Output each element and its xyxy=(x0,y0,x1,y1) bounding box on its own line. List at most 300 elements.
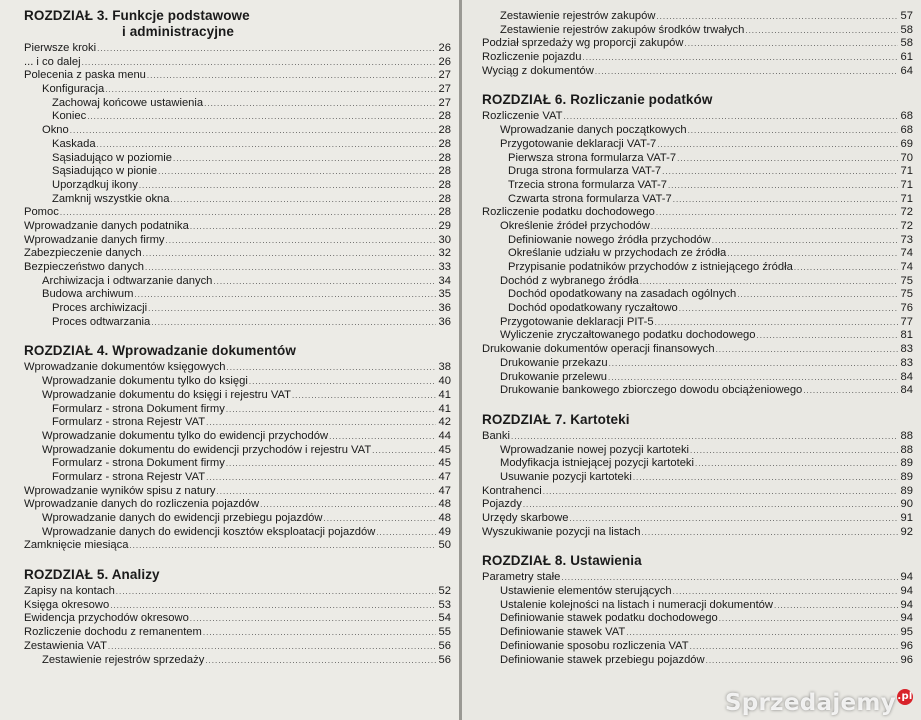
toc-entry-page: 47 xyxy=(438,484,451,497)
toc-entry-title: Proces archiwizacji xyxy=(52,302,148,315)
toc-entry xyxy=(24,234,451,248)
toc-entry-title: Wyciąg z dokumentów xyxy=(482,64,594,77)
toc-entry-title: Pomoc xyxy=(24,206,59,219)
dot-leader xyxy=(727,247,898,261)
toc-entry xyxy=(482,612,913,626)
chapter-heading xyxy=(482,92,913,108)
toc-entry xyxy=(24,220,451,234)
dot-leader xyxy=(82,56,436,70)
toc-entry-title: Rozliczenie dochodu z remanentem xyxy=(24,626,202,639)
toc-entry-title: Ustalenie kolejności na listach i numeracji dokumentów xyxy=(500,598,773,611)
toc-entry-page: 94 xyxy=(900,585,913,598)
toc-entry xyxy=(24,612,451,626)
dot-leader xyxy=(656,10,898,24)
toc-entry-page: 26 xyxy=(438,55,451,68)
toc-entry-page: 35 xyxy=(438,288,451,301)
toc-entry-title: Bezpieczeństwo danych xyxy=(24,261,145,273)
toc-entry-title: Proces odtwarzania xyxy=(52,315,151,328)
dot-leader xyxy=(656,206,898,220)
toc-entry-page: 90 xyxy=(900,498,913,511)
toc-entry-title: Ustawienie elementów sterujących xyxy=(500,585,672,598)
toc-entry xyxy=(482,302,913,316)
toc-entry-title: Podział sprzedaży wg proporcji zakupów xyxy=(482,37,684,50)
toc-entry-page: 36 xyxy=(438,302,451,315)
toc-entry xyxy=(482,275,913,289)
toc-entry-page: 89 xyxy=(900,484,913,497)
toc-entry xyxy=(482,599,913,613)
toc-entry-page: 28 xyxy=(438,206,451,219)
dot-leader xyxy=(139,179,436,193)
toc-entry-title: Czwarta strona formularza VAT-7 xyxy=(508,192,672,205)
toc-entry xyxy=(24,498,451,512)
toc-entry-title: Drukowanie bankowego zbiorczego dowodu obciążeniowego xyxy=(500,384,803,397)
toc-entry-page: 94 xyxy=(900,612,913,625)
toc-right xyxy=(482,10,913,667)
dot-leader xyxy=(206,416,436,430)
dot-leader xyxy=(651,220,898,234)
toc-entry-page: 76 xyxy=(900,302,913,315)
toc-entry-title: Druga strona formularza VAT-7 xyxy=(508,165,662,178)
toc-entry xyxy=(24,626,451,640)
toc-entry-title: Definiowanie stawek podatku dochodowego xyxy=(500,612,718,625)
toc-entry xyxy=(482,193,913,207)
dot-leader xyxy=(372,444,436,458)
toc-entry xyxy=(24,288,451,302)
toc-entry-page: 42 xyxy=(438,416,451,429)
toc-entry-title: Definiowanie stawek przebiegu pojazdów xyxy=(500,653,705,666)
dot-leader xyxy=(774,599,898,613)
toc-entry xyxy=(482,220,913,234)
dot-leader xyxy=(97,138,436,152)
toc-entry-title: Pierwsza strona formularza VAT-7 xyxy=(508,151,677,164)
toc-entry-title: Zabezpieczenie danych xyxy=(24,247,142,260)
chapter-title: ROZDZIAŁ 8. Ustawienia xyxy=(482,553,642,569)
right-page xyxy=(462,0,921,720)
toc-entry-page: 89 xyxy=(900,457,913,470)
toc-entry xyxy=(24,261,451,275)
dot-leader xyxy=(173,152,436,166)
dot-leader xyxy=(569,512,898,526)
toc-entry-page: 28 xyxy=(438,178,451,191)
toc-entry-page: 77 xyxy=(900,315,913,328)
toc-entry-title: Wyliczenie zryczałtowanego podatku dochodowego xyxy=(500,329,756,342)
toc-entry-page: 26 xyxy=(438,42,451,54)
toc-entry-page: 49 xyxy=(438,525,451,538)
toc-entry xyxy=(482,51,913,65)
toc-entry xyxy=(24,585,451,599)
toc-entry xyxy=(482,471,913,485)
dot-leader xyxy=(292,389,436,403)
toc-entry-page: 75 xyxy=(900,288,913,301)
toc-entry-title: Parametry stałe xyxy=(482,571,561,584)
toc-entry-page: 71 xyxy=(900,192,913,205)
dot-leader xyxy=(690,640,898,654)
left-page xyxy=(0,0,459,720)
dot-leader xyxy=(712,234,898,248)
toc-entry-title: Zestawienie rejestrów sprzedaży xyxy=(42,653,205,666)
toc-entry-title: Wprowadzanie wyników spisu z natury xyxy=(24,484,216,497)
toc-entry xyxy=(482,512,913,526)
toc-entry-page: 28 xyxy=(438,165,451,178)
toc-entry xyxy=(482,152,913,166)
toc-entry xyxy=(482,526,913,540)
dot-leader xyxy=(673,585,898,599)
dot-leader xyxy=(543,485,898,499)
toc-entry-title: Zapisy na kontach xyxy=(24,585,115,598)
dot-leader xyxy=(655,316,898,330)
toc-entry-title: Zachowaj końcowe ustawienia xyxy=(52,96,204,109)
dot-leader xyxy=(684,37,898,51)
dot-leader xyxy=(60,206,436,220)
toc-entry-title: Usuwanie pozycji kartoteki xyxy=(500,470,632,483)
dot-leader xyxy=(171,193,436,207)
toc-entry-title: Zestawienie rejestrów zakupów środków trwałych xyxy=(500,23,745,36)
toc-entry-title: ... i co dalej xyxy=(24,55,81,68)
toc-entry-title: Wprowadzanie danych firmy xyxy=(24,233,165,246)
toc-entry xyxy=(24,110,451,124)
dot-leader xyxy=(677,152,898,166)
dot-leader xyxy=(203,626,436,640)
toc-entry-title: Wprowadzanie nowej pozycji kartoteki xyxy=(500,443,690,456)
toc-entry-title: Wyszukiwanie pozycji na listach xyxy=(482,525,641,538)
toc-entry-title: Modyfikacja istniejącej pozycji kartoteki xyxy=(500,457,694,470)
toc-entry-page: 27 xyxy=(438,83,451,96)
chapter-heading xyxy=(482,412,913,428)
toc-entry-page: 29 xyxy=(438,219,451,232)
toc-entry-page: 74 xyxy=(900,247,913,260)
dot-leader xyxy=(249,375,436,389)
toc-entry xyxy=(482,138,913,152)
dot-leader xyxy=(204,97,436,111)
toc-entry xyxy=(24,206,451,220)
toc-entry-title: Okno xyxy=(42,124,69,137)
chapter-heading xyxy=(482,553,913,569)
dot-leader xyxy=(716,343,898,357)
chapter-title: ROZDZIAŁ 4. Wprowadzanie dokumentów xyxy=(24,343,297,359)
chapter-title: ROZDZIAŁ 5. Analizy xyxy=(24,567,160,583)
toc-entry-title: Formularz - strona Rejestr VAT xyxy=(52,470,206,483)
toc-entry-page: 38 xyxy=(438,361,451,374)
toc-entry-page: 47 xyxy=(438,470,451,483)
toc-entry-title: Koniec xyxy=(52,110,87,123)
dot-leader xyxy=(626,626,898,640)
toc-entry-page: 44 xyxy=(438,429,451,442)
dot-leader xyxy=(595,65,898,79)
toc-entry xyxy=(24,361,451,375)
chapter-title: ROZDZIAŁ 3. Funkcje podstawowe xyxy=(24,8,250,23)
toc-entry xyxy=(482,430,913,444)
toc-entry-page: 71 xyxy=(900,165,913,178)
toc-entry-page: 69 xyxy=(900,137,913,150)
toc-entry-page: 58 xyxy=(900,37,913,50)
toc-entry-title: Pojazdy xyxy=(482,498,522,511)
toc-entry-page: 84 xyxy=(900,370,913,383)
toc-entry-title: Kaskada xyxy=(52,137,96,150)
dot-leader xyxy=(260,498,436,512)
toc-entry-page: 94 xyxy=(900,598,913,611)
chapter-heading xyxy=(24,8,451,40)
toc-entry-page: 96 xyxy=(900,653,913,666)
toc-entry-title: Uporządkuj ikony xyxy=(52,178,138,191)
toc-entry-title: Rozliczenie VAT xyxy=(482,110,563,123)
dot-leader xyxy=(641,526,898,540)
toc-entry xyxy=(482,357,913,371)
toc-entry xyxy=(24,444,451,458)
toc-entry-page: 53 xyxy=(438,598,451,611)
toc-entry xyxy=(24,275,451,289)
toc-entry-page: 64 xyxy=(900,64,913,77)
toc-entry xyxy=(482,261,913,275)
toc-entry xyxy=(24,138,451,152)
toc-entry xyxy=(24,654,451,668)
toc-entry-page: 91 xyxy=(900,512,913,524)
toc-entry xyxy=(482,234,913,248)
toc-entry-title: Rozliczenie podatku dochodowego xyxy=(482,206,655,219)
toc-entry xyxy=(482,444,913,458)
dot-leader xyxy=(110,599,436,613)
toc-entry xyxy=(24,526,451,540)
toc-entry-title: Wprowadzanie dokumentu do księgi i rejestru VAT xyxy=(42,388,291,401)
toc-entry-title: Sąsiadująco w pionie xyxy=(52,165,158,178)
dot-leader xyxy=(794,261,898,275)
dot-leader xyxy=(633,471,898,485)
chapter-heading xyxy=(24,343,451,359)
dot-leader xyxy=(226,403,436,417)
toc-entry-page: 92 xyxy=(900,525,913,538)
dot-leader xyxy=(145,261,436,275)
dot-leader xyxy=(190,220,436,234)
toc-entry xyxy=(24,56,451,70)
toc-entry-page: 34 xyxy=(438,274,451,287)
toc-entry xyxy=(24,430,451,444)
dot-leader xyxy=(662,165,898,179)
toc-entry-title: Zamknięcie miesiąca xyxy=(24,539,129,552)
toc-entry-page: 33 xyxy=(438,261,451,273)
dot-leader xyxy=(695,457,898,471)
toc-entry xyxy=(482,498,913,512)
toc-entry-page: 55 xyxy=(438,626,451,639)
toc-entry-title: Drukowanie przekazu xyxy=(500,356,608,369)
toc-entry xyxy=(24,512,451,526)
toc-entry xyxy=(24,416,451,430)
toc-entry xyxy=(24,316,451,330)
toc-entry xyxy=(482,626,913,640)
toc-entry-page: 41 xyxy=(438,402,451,415)
toc-entry-title: Księga okresowo xyxy=(24,598,110,611)
toc-entry xyxy=(482,10,913,24)
dot-leader xyxy=(129,539,436,553)
toc-entry-title: Wprowadzanie dokumentu tylko do ewidencji przychodów xyxy=(42,429,329,442)
dot-leader xyxy=(190,612,436,626)
toc-entry xyxy=(24,389,451,403)
toc-entry xyxy=(24,539,451,553)
dot-leader xyxy=(206,471,436,485)
toc-entry xyxy=(24,403,451,417)
toc-entry-page: 68 xyxy=(900,124,913,137)
dot-leader xyxy=(105,83,436,97)
toc-entry-title: Wprowadzanie dokumentu do ewidencji przychodów i rejestru VAT xyxy=(42,443,372,456)
dot-leader xyxy=(143,247,436,261)
toc-entry-page: 41 xyxy=(438,388,451,401)
dot-leader xyxy=(87,110,436,124)
toc-entry xyxy=(482,124,913,138)
toc-entry-title: Pierwsze kroki xyxy=(24,42,97,54)
toc-entry-title: Zestawienia VAT xyxy=(24,639,107,652)
toc-entry-page: 83 xyxy=(900,343,913,356)
toc-entry xyxy=(482,110,913,124)
toc-entry xyxy=(24,165,451,179)
toc-entry xyxy=(24,193,451,207)
toc-entry-title: Urzędy skarbowe xyxy=(482,512,569,524)
toc-entry xyxy=(24,179,451,193)
toc-entry xyxy=(24,640,451,654)
toc-entry-page: 56 xyxy=(438,639,451,652)
dot-leader xyxy=(108,640,436,654)
toc-entry-title: Dochód z wybranego źródła xyxy=(500,274,639,287)
toc-left xyxy=(24,8,451,667)
toc-entry-page: 54 xyxy=(438,612,451,625)
toc-entry xyxy=(24,124,451,138)
toc-entry-title: Kontrahenci xyxy=(482,484,542,497)
dot-leader xyxy=(745,24,898,38)
dot-leader xyxy=(668,179,898,193)
toc-entry-page: 27 xyxy=(438,96,451,109)
toc-entry xyxy=(24,599,451,613)
toc-entry-title: Wprowadzanie danych podatnika xyxy=(24,219,189,232)
toc-entry-title: Drukowanie przelewu xyxy=(500,370,607,383)
toc-entry xyxy=(482,384,913,398)
watermark-logo xyxy=(725,690,913,716)
toc-entry-title: Rozliczenie pojazdu xyxy=(482,51,582,64)
toc-entry xyxy=(482,457,913,471)
toc-entry xyxy=(482,485,913,499)
dot-leader xyxy=(217,485,436,499)
toc-entry-title: Formularz - strona Rejestr VAT xyxy=(52,416,206,429)
toc-entry-page: 88 xyxy=(900,429,913,442)
toc-entry xyxy=(482,316,913,330)
toc-entry-page: 36 xyxy=(438,315,451,328)
dot-leader xyxy=(205,654,436,668)
chapter-title: ROZDZIAŁ 7. Kartoteki xyxy=(482,411,630,427)
toc-entry xyxy=(482,65,913,79)
toc-entry-title: Budowa archiwum xyxy=(42,288,134,301)
toc-entry xyxy=(482,288,913,302)
dot-leader xyxy=(376,526,436,540)
toc-entry-page: 48 xyxy=(438,512,451,524)
toc-entry-title: Ewidencja przychodów okresowo xyxy=(24,612,189,625)
chapter-title: ROZDZIAŁ 6. Rozliczanie podatków xyxy=(482,92,713,108)
dot-leader xyxy=(151,316,436,330)
toc-entry-page: 40 xyxy=(438,375,451,388)
dot-leader xyxy=(147,69,436,83)
toc-entry-title: Wprowadzanie danych do rozliczenia pojazdów xyxy=(24,498,260,511)
toc-entry xyxy=(24,302,451,316)
dot-leader xyxy=(657,138,898,152)
toc-entry-title: Określenie źródeł przychodów xyxy=(500,219,650,232)
toc-entry-title: Przypisanie podatników przychodów z istniejącego źródła xyxy=(508,261,793,273)
toc-entry-page: 32 xyxy=(438,247,451,260)
toc-entry-page: 56 xyxy=(438,653,451,666)
toc-entry xyxy=(24,69,451,83)
toc-entry xyxy=(482,343,913,357)
dot-leader xyxy=(226,457,436,471)
dot-leader xyxy=(757,329,899,343)
toc-entry-page: 28 xyxy=(438,110,451,123)
dot-leader xyxy=(148,302,436,316)
toc-entry-title: Wprowadzanie danych do ewidencji kosztów eksploatacji pojazdów xyxy=(42,525,376,538)
chapter-title-line2: i administracyjne xyxy=(122,24,234,39)
toc-entry xyxy=(482,179,913,193)
toc-entry-page: 27 xyxy=(438,69,451,82)
toc-entry-page: 71 xyxy=(900,178,913,191)
toc-entry-page: 50 xyxy=(438,539,451,552)
toc-entry-title: Formularz - strona Dokument firmy xyxy=(52,402,225,415)
toc-entry-title: Wprowadzanie dokumentów księgowych xyxy=(24,361,226,374)
toc-entry-page: 81 xyxy=(900,329,913,342)
dot-leader xyxy=(166,234,436,248)
dot-leader xyxy=(803,384,898,398)
dot-leader xyxy=(226,361,436,375)
toc-entry-page: 95 xyxy=(900,626,913,639)
toc-entry xyxy=(482,37,913,51)
toc-entry-title: Przygotowanie deklaracji VAT-7 xyxy=(500,137,657,150)
dot-leader xyxy=(561,571,898,585)
toc-entry xyxy=(482,329,913,343)
toc-entry-page: 57 xyxy=(900,10,913,22)
toc-entry-page: 84 xyxy=(900,384,913,397)
toc-entry-title: Wprowadzanie danych do ewidencji przebiegu pojazdów xyxy=(42,512,323,524)
toc-entry-page: 72 xyxy=(900,206,913,219)
toc-entry-page: 48 xyxy=(438,498,451,511)
dot-leader xyxy=(679,302,898,316)
toc-entry xyxy=(24,375,451,389)
toc-entry-page: 88 xyxy=(900,443,913,456)
toc-entry-page: 75 xyxy=(900,274,913,287)
dot-leader xyxy=(97,42,436,56)
toc-entry xyxy=(482,206,913,220)
dot-leader xyxy=(563,110,898,124)
dot-leader xyxy=(329,430,436,444)
dot-leader xyxy=(706,654,898,668)
dot-leader xyxy=(158,165,436,179)
dot-leader xyxy=(673,193,898,207)
dot-leader xyxy=(608,371,898,385)
toc-entry xyxy=(482,371,913,385)
toc-entry xyxy=(24,247,451,261)
toc-entry-title: Definiowanie sposobu rozliczenia VAT xyxy=(500,639,689,652)
toc-entry-title: Konfiguracja xyxy=(42,83,105,96)
toc-entry-page: 72 xyxy=(900,219,913,232)
toc-entry-page: 73 xyxy=(900,233,913,246)
dot-leader xyxy=(511,430,898,444)
chapter-heading xyxy=(24,567,451,583)
toc-entry-title: Dochód opodatkowany ryczałtowo xyxy=(508,302,678,315)
dot-leader xyxy=(640,275,898,289)
toc-entry-page: 58 xyxy=(900,23,913,36)
toc-entry-title: Sąsiadująco w poziomie xyxy=(52,151,173,164)
toc-entry-page: 68 xyxy=(900,110,913,123)
toc-entry xyxy=(24,42,451,56)
toc-entry xyxy=(482,571,913,585)
dot-leader xyxy=(116,585,436,599)
toc-entry-page: 28 xyxy=(438,151,451,164)
toc-entry xyxy=(482,24,913,38)
toc-entry xyxy=(482,654,913,668)
toc-entry-title: Archiwizacja i odtwarzanie danych xyxy=(42,274,213,287)
toc-entry-title: Drukowanie dokumentów operacji finansowych xyxy=(482,343,715,356)
toc-entry-page: 89 xyxy=(900,470,913,483)
toc-entry-page: 28 xyxy=(438,192,451,205)
